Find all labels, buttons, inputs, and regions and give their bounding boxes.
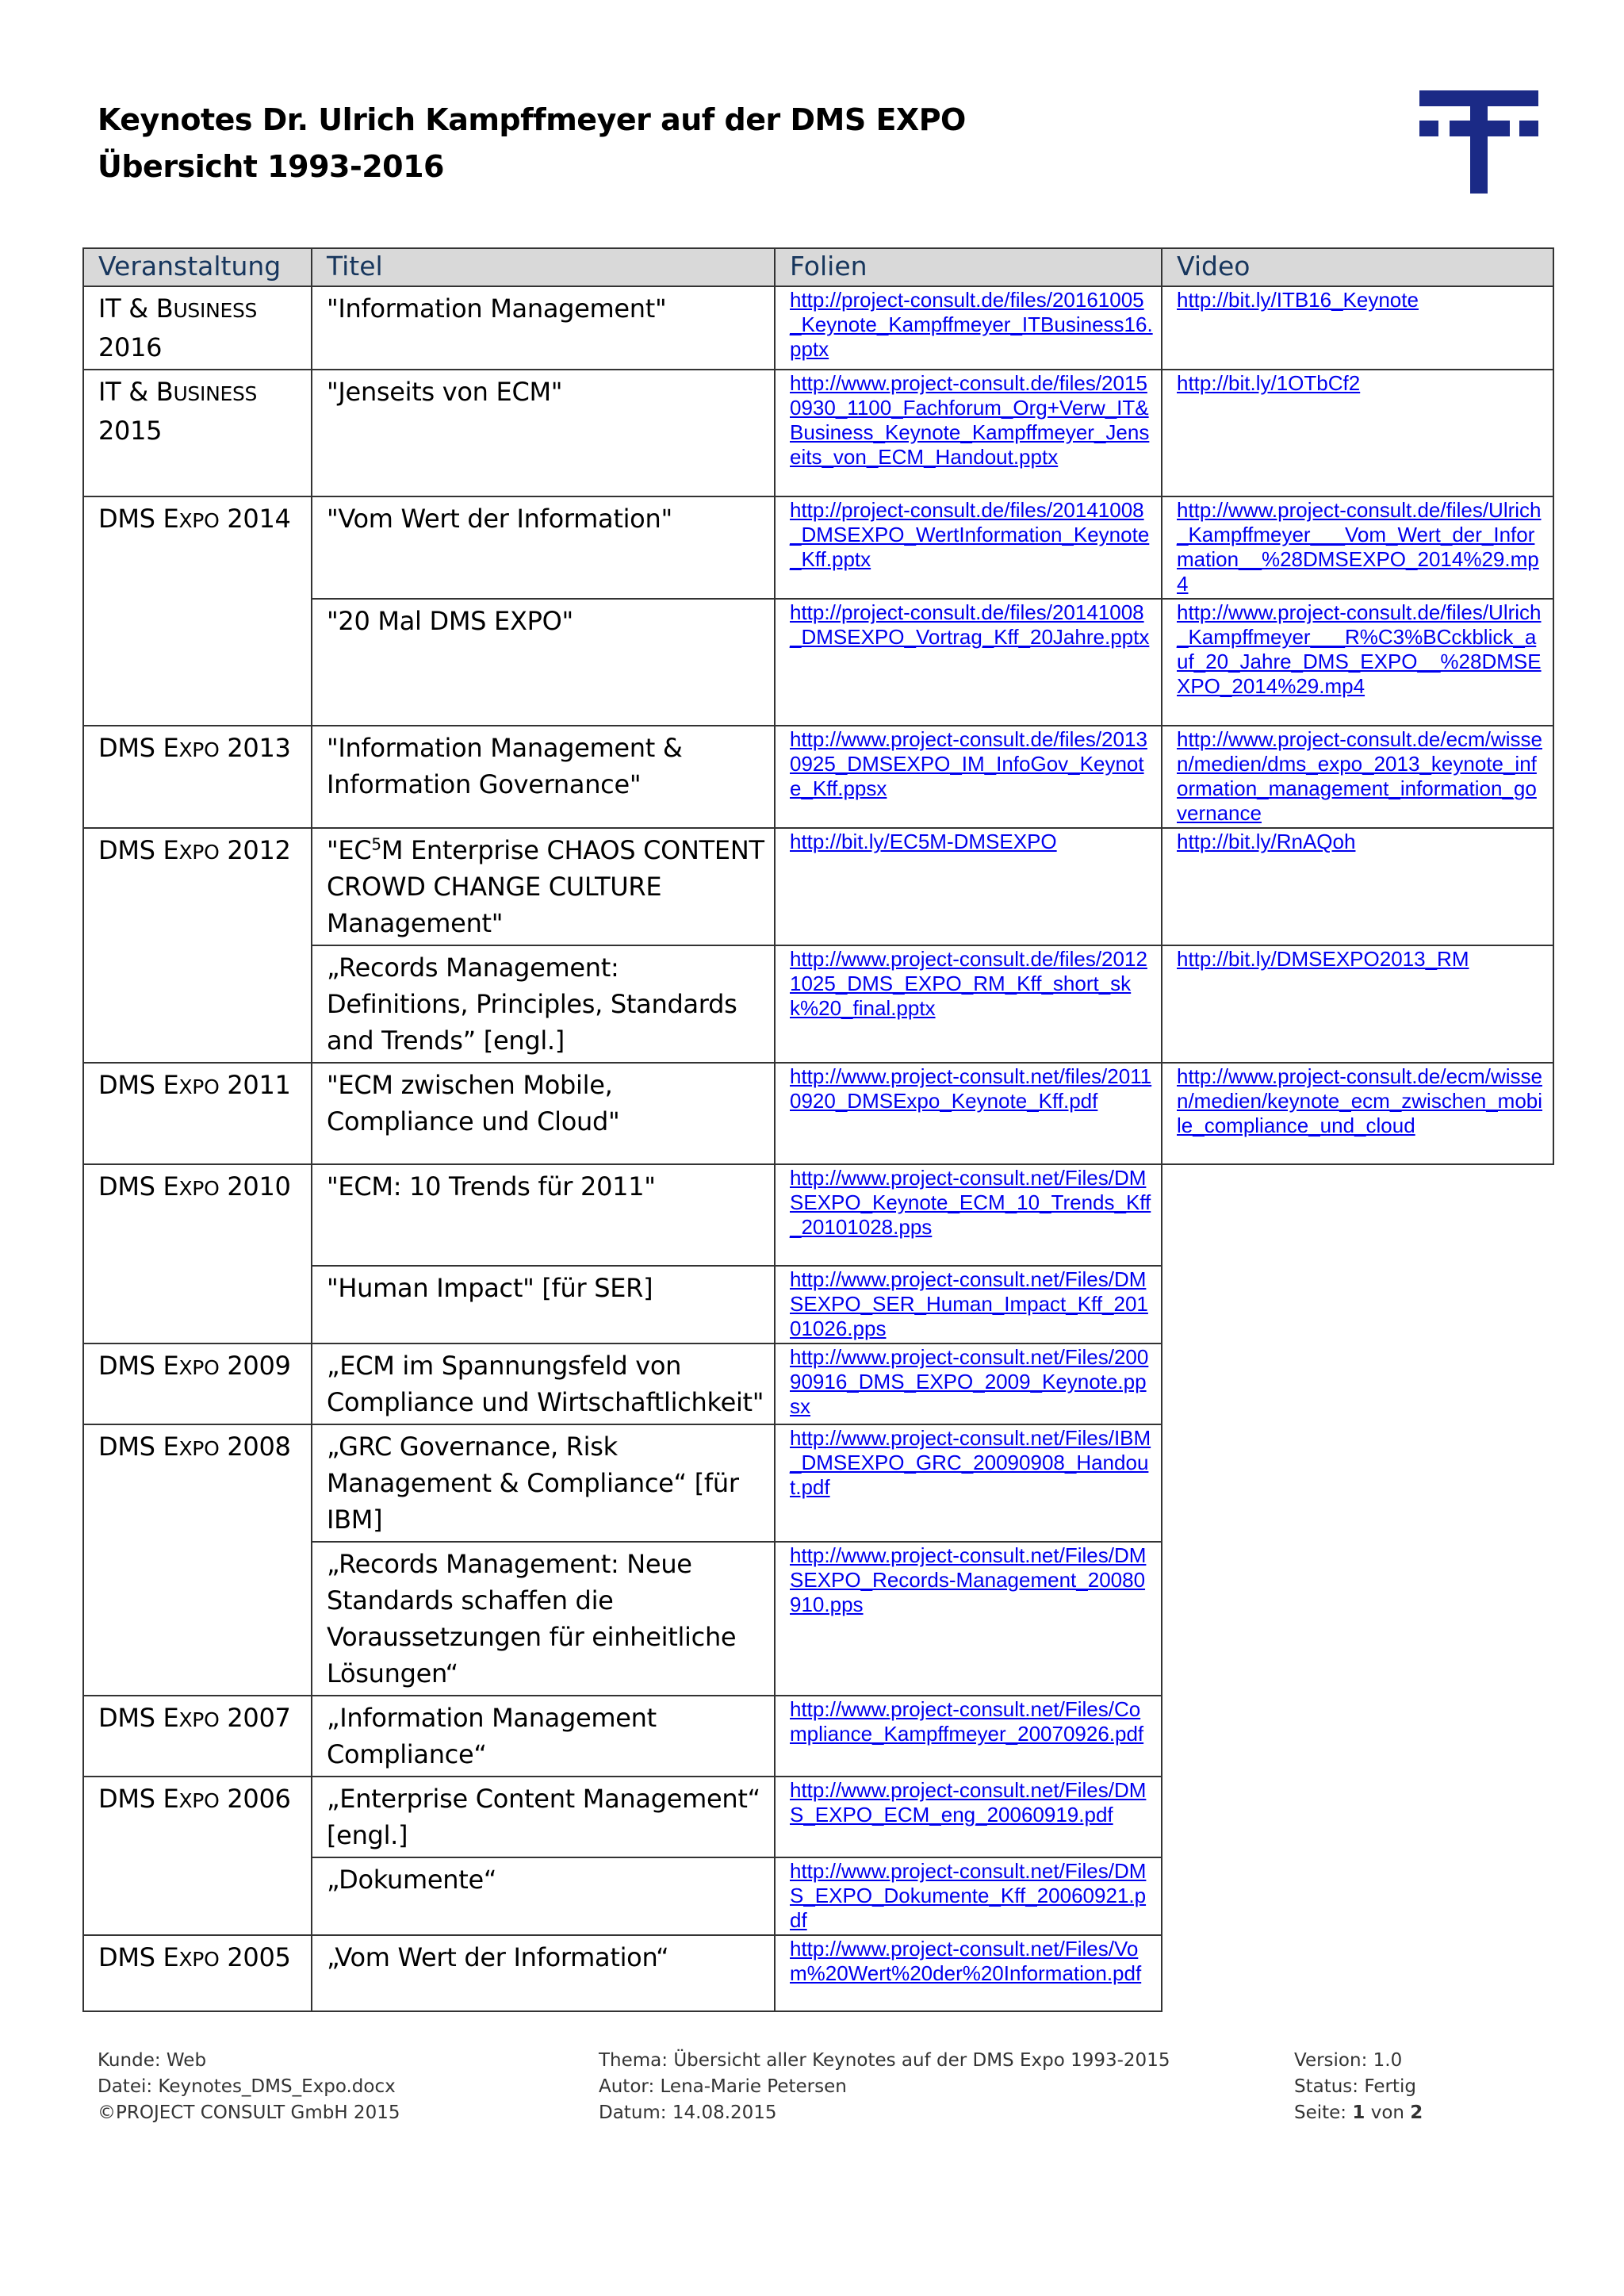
event-year: 2010 — [219, 1171, 291, 1202]
empty-cell — [1162, 1935, 1553, 2011]
title-cell: „Records Management: Neue Standards schaffen die Voraussetzungen für einheitliche Lösungen“ — [312, 1542, 775, 1696]
folien-link[interactable]: http://www.project-consult.net/Files/Vom%20Wert%20der%20Information.pdf — [790, 1937, 1142, 1985]
title-cell: „Records Management: Definitions, Principles, Standards and Trends” [engl.] — [312, 945, 775, 1063]
folien-cell — [775, 1857, 1162, 1935]
column-header-veranstaltung: Veranstaltung — [83, 248, 312, 286]
table-row — [83, 496, 1553, 599]
footer-right — [1294, 2048, 1423, 2126]
table-row — [83, 286, 1553, 370]
folien-cell — [775, 1424, 1162, 1542]
folien-link[interactable]: http://www.project-consult.net/Files/DMSEXPO_SER_Human_Impact_Kff_20101026.pps — [790, 1267, 1148, 1340]
folien-link[interactable]: http://www.project-consult.de/files/20121025_DMS_EXPO_RM_Kff_short_skk%20_final.pptx — [790, 947, 1147, 1020]
table-row — [83, 1343, 1553, 1424]
event-text: DMS E — [98, 1703, 179, 1733]
title-cell: "Human Impact" [für SER] — [312, 1266, 775, 1343]
folien-cell — [775, 1777, 1162, 1857]
folien-cell — [775, 599, 1162, 726]
footer-thema: Thema: Übersicht aller Keynotes auf der DMS Expo 1993-2015 — [599, 2050, 1170, 2071]
folien-link[interactable]: http://www.project-consult.de/files/20150930_1100_Fachforum_Org+Verw_IT&Business_Keynote_Kampffmeyer_Jenseits_von_ECM_Handout.pptx — [790, 371, 1150, 469]
title-cell: „Vom Wert der Information“ — [312, 1935, 775, 2011]
video-link[interactable]: http://bit.ly/DMSEXPO2013_RM — [1177, 947, 1469, 971]
event-text: DMS E — [98, 1171, 179, 1202]
footer-center — [599, 2048, 1170, 2126]
event-text-small-caps: XPO — [178, 1177, 220, 1200]
folien-link[interactable]: http://www.project-consult.net/Files/Compliance_Kampffmeyer_20070926.pdf — [790, 1697, 1144, 1746]
event-year: 2009 — [219, 1351, 291, 1381]
video-link[interactable]: http://www.project-consult.de/ecm/wissen/medien/dms_expo_2013_keynote_information_management_information_governance — [1177, 727, 1542, 825]
folien-link[interactable]: http://www.project-consult.net/Files/DMSEXPO_Keynote_ECM_10_Trends_Kff_20101028.pps — [790, 1166, 1151, 1239]
table-row — [83, 1696, 1553, 1777]
event-cell — [83, 726, 312, 828]
event-cell — [83, 1164, 312, 1343]
title-line-1: Keynotes Dr. Ulrich Kampffmeyer auf der DMS EXPO — [98, 102, 966, 137]
event-text-small-caps: XPO — [178, 738, 220, 761]
seite-von: von — [1365, 2102, 1411, 2123]
event-cell — [83, 1424, 312, 1696]
video-cell — [1162, 945, 1553, 1063]
video-cell — [1162, 1063, 1553, 1164]
footer-datum: Datum: 14.08.2015 — [599, 2102, 777, 2123]
title-text: M Enterprise CHAOS CONTENT CROWD CHANGE CULTURE Management" — [327, 835, 764, 938]
folien-link[interactable]: http://www.project-consult.net/Files/DMSEXPO_Records-Management_20080910.pps — [790, 1543, 1147, 1616]
folien-link[interactable]: http://www.project-consult.net/Files/20090916_DMS_EXPO_2009_Keynote.ppsx — [790, 1345, 1149, 1418]
title-line-2: Übersicht 1993-2016 — [98, 149, 444, 184]
title-cell: "20 Mal DMS EXPO" — [312, 599, 775, 726]
event-text-small-caps: XPO — [178, 1075, 220, 1098]
event-text: DMS E — [98, 835, 179, 865]
event-year: 2006 — [219, 1784, 291, 1814]
empty-cell — [1162, 1164, 1553, 1266]
table-row — [83, 1777, 1553, 1857]
footer-copyright: ©PROJECT CONSULT GmbH 2015 — [98, 2102, 400, 2123]
video-link[interactable]: http://bit.ly/RnAQoh — [1177, 830, 1356, 853]
event-cell — [83, 1696, 312, 1777]
seite-total: 2 — [1410, 2102, 1423, 2123]
footer-status: Status: Fertig — [1294, 2076, 1416, 2097]
video-cell — [1162, 370, 1553, 496]
event-text: DMS E — [98, 1942, 179, 1972]
folien-cell — [775, 496, 1162, 599]
event-text: DMS E — [98, 1070, 179, 1100]
title-cell: „Information Management Compliance“ — [312, 1696, 775, 1777]
folien-cell — [775, 945, 1162, 1063]
folien-link[interactable]: http://project-consult.de/files/20161005_Keynote_Kampffmeyer_ITBusiness16.pptx — [790, 288, 1153, 361]
folien-cell — [775, 370, 1162, 496]
title-cell: "Information Management & Information Governance" — [312, 726, 775, 828]
footer-left — [98, 2048, 400, 2126]
table-header-row — [83, 248, 1553, 286]
folien-cell — [775, 1935, 1162, 2011]
keynotes-table — [82, 247, 1554, 2012]
video-link[interactable]: http://www.project-consult.de/ecm/wissen/medien/keynote_ecm_zwischen_mobile_compliance_und_cloud — [1177, 1064, 1543, 1137]
table-row — [83, 1164, 1553, 1266]
folien-cell — [775, 286, 1162, 370]
empty-cell — [1162, 1857, 1553, 1935]
column-header-titel: Titel — [312, 248, 775, 286]
event-text: DMS E — [98, 1784, 179, 1814]
event-cell — [83, 1063, 312, 1164]
title-cell: „ECM im Spannungsfeld von Compliance und Wirtschaftlichkeit" — [312, 1343, 775, 1424]
event-text: IT & B — [98, 293, 174, 324]
table-row — [83, 1063, 1553, 1164]
video-link[interactable]: http://bit.ly/ITB16_Keynote — [1177, 288, 1419, 312]
event-text-small-caps: XPO — [178, 1708, 220, 1731]
event-text-small-caps: USINESS — [173, 382, 258, 405]
folien-cell — [775, 726, 1162, 828]
folien-cell — [775, 1164, 1162, 1266]
empty-cell — [1162, 1424, 1553, 1542]
event-year: 2016 — [98, 332, 163, 362]
column-header-video: Video — [1162, 248, 1553, 286]
folien-link[interactable]: http://www.project-consult.net/Files/DMS_EXPO_Dokumente_Kff_20060921.pdf — [790, 1859, 1147, 1932]
folien-cell — [775, 1542, 1162, 1696]
event-text: DMS E — [98, 1432, 179, 1462]
event-year: 2014 — [219, 504, 291, 534]
event-text-small-caps: USINESS — [173, 299, 258, 322]
empty-cell — [1162, 1696, 1553, 1777]
event-year: 2015 — [98, 416, 163, 446]
folien-link[interactable]: http://project-consult.de/files/20141008_DMSEXPO_Vortrag_Kff_20Jahre.pptx — [790, 600, 1150, 649]
title-cell: "ECM: 10 Trends für 2011" — [312, 1164, 775, 1266]
title-cell: „Dokumente“ — [312, 1857, 775, 1935]
folien-link[interactable]: http://www.project-consult.net/files/20110920_DMSExpo_Keynote_Kff.pdf — [790, 1064, 1152, 1113]
event-cell — [83, 1935, 312, 2011]
event-year: 2005 — [219, 1942, 291, 1972]
title-cell: "Jenseits von ECM" — [312, 370, 775, 496]
folien-cell — [775, 828, 1162, 945]
empty-cell — [1162, 1542, 1553, 1696]
empty-cell — [1162, 1343, 1553, 1424]
footer-kunde: Kunde: Web — [98, 2050, 207, 2071]
video-cell — [1162, 286, 1553, 370]
title-cell: „Enterprise Content Management“ [engl.] — [312, 1777, 775, 1857]
table-row — [83, 1935, 1553, 2011]
event-text-small-caps: XPO — [178, 1789, 220, 1812]
folien-link[interactable]: http://project-consult.de/files/20141008_DMSEXPO_WertInformation_Keynote_Kff.pptx — [790, 498, 1150, 571]
title-cell — [312, 828, 775, 945]
video-cell — [1162, 599, 1553, 726]
event-cell — [83, 496, 312, 726]
event-year: 2011 — [219, 1070, 291, 1100]
video-link[interactable]: http://bit.ly/1OTbCf2 — [1177, 371, 1361, 395]
video-link[interactable]: http://www.project-consult.de/files/Ulrich_Kampffmeyer___R%C3%BCckblick_auf_20_Jahre_DMS_EXPO__%28DMSEXPO_2014%29.mp4 — [1177, 600, 1542, 698]
folien-link[interactable]: http://www.project-consult.net/Files/DMS_EXPO_ECM_eng_20060919.pdf — [790, 1778, 1147, 1826]
event-year: 2008 — [219, 1432, 291, 1462]
page-title — [98, 97, 966, 190]
event-year: 2012 — [219, 835, 291, 865]
event-cell — [83, 828, 312, 1063]
table-row — [83, 828, 1553, 945]
seite-label: Seite: — [1294, 2102, 1353, 2123]
event-text: IT & B — [98, 377, 174, 407]
event-cell — [83, 370, 312, 496]
folien-link[interactable]: http://bit.ly/EC5M-DMSEXPO — [790, 830, 1057, 853]
footer-autor: Autor: Lena-Marie Petersen — [599, 2076, 847, 2097]
title-cell: "Information Management" — [312, 286, 775, 370]
folien-cell — [775, 1696, 1162, 1777]
title-cell: „GRC Governance, Risk Management & Compliance“ [für IBM] — [312, 1424, 775, 1542]
event-cell — [83, 286, 312, 370]
video-cell — [1162, 726, 1553, 828]
event-text-small-caps: XPO — [178, 841, 220, 864]
video-cell — [1162, 828, 1553, 945]
event-year: 2007 — [219, 1703, 291, 1733]
event-text-small-caps: XPO — [178, 1437, 220, 1460]
event-text: DMS E — [98, 1351, 179, 1381]
footer-datei: Datei: Keynotes_DMS_Expo.docx — [98, 2076, 396, 2097]
title-text: "EC — [327, 835, 372, 865]
title-cell: "ECM zwischen Mobile, Compliance und Cloud" — [312, 1063, 775, 1164]
project-consult-logo — [1419, 90, 1538, 194]
seite-number: 1 — [1352, 2102, 1365, 2123]
event-cell — [83, 1343, 312, 1424]
empty-cell — [1162, 1266, 1553, 1343]
video-cell — [1162, 496, 1553, 599]
event-text-small-caps: XPO — [178, 1948, 220, 1971]
footer-version: Version: 1.0 — [1294, 2050, 1403, 2071]
column-header-folien: Folien — [775, 248, 1162, 286]
table-row — [83, 1424, 1553, 1542]
folien-cell — [775, 1266, 1162, 1343]
folien-cell — [775, 1343, 1162, 1424]
video-link[interactable]: http://www.project-consult.de/files/Ulrich_Kampffmeyer___Vom_Wert_der_Information__%28DMSEXPO_2014%29.mp4 — [1177, 498, 1542, 596]
event-text: DMS E — [98, 504, 179, 534]
table-row — [83, 370, 1553, 496]
title-cell: "Vom Wert der Information" — [312, 496, 775, 599]
folien-link[interactable]: http://www.project-consult.net/Files/IBM_DMSEXPO_GRC_20090908_Handout.pdf — [790, 1426, 1151, 1499]
folien-link[interactable]: http://www.project-consult.de/files/20130925_DMSEXPO_IM_InfoGov_Keynote_Kff.ppsx — [790, 727, 1147, 800]
empty-cell — [1162, 1777, 1553, 1857]
table-row — [83, 726, 1553, 828]
event-text-small-caps: XPO — [178, 1356, 220, 1379]
event-text-small-caps: XPO — [178, 509, 220, 532]
folien-cell — [775, 1063, 1162, 1164]
event-cell — [83, 1777, 312, 1935]
footer-seite — [1294, 2100, 1423, 2126]
event-text: DMS E — [98, 733, 179, 763]
event-year: 2013 — [219, 733, 291, 763]
title-superscript: 5 — [371, 834, 381, 854]
